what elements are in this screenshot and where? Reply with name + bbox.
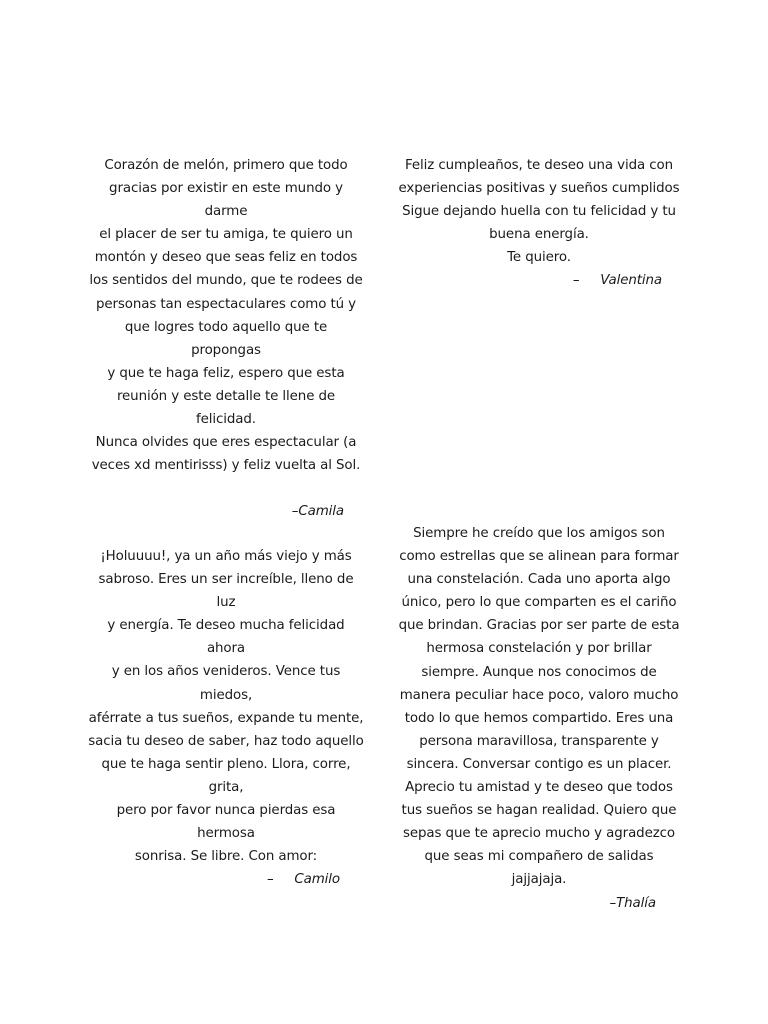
message-line: Nunca olvides que eres espectacular (a [95,435,357,451]
message-text [398,154,680,269]
signature-thalia: –Thalía [609,895,656,911]
message-line: que seas mi compañero de salidas [424,849,654,865]
message-line: Sigue dejando huella con tu felicidad y tu [402,204,676,220]
message-line: Corazón de melón, primero que todo [104,158,348,173]
message-line: todo lo que hemos compartido. Eres una [404,710,674,726]
message-line: experiencias positivas y sueños cumplidos [398,181,680,197]
message-line: gracias por existir en este mundo y darme [109,181,343,220]
message-card-camilo [88,545,364,891]
message-line: personas tan espectaculares como tú y [95,296,357,312]
message-line: sabroso. Eres un ser increíble, lleno de luz [98,572,354,611]
message-line: y que te haga feliz, espero que esta [107,365,345,381]
message-line: tus sueños se hagan realidad. Quiero que [401,803,677,819]
message-line: veces xd mentirisss) y feliz vuelta al Sol. [91,458,361,474]
message-text [88,154,364,477]
message-line: jajjajaja. [511,872,567,888]
message-line: manera peculiar hace poco, valoro mucho [399,687,679,703]
message-line: que logres todo aquello que te propongas [124,319,328,358]
message-line: el placer de ser tu amiga, te quiero un [99,227,353,243]
message-line: pero por favor nunca pierdas esa hermosa [116,803,336,842]
signature-camilo: – Camilo [266,872,340,888]
message-line: reunión y este detalle te llene de felicidad. [116,388,336,428]
signature-valentina: – Valentina [572,273,662,289]
message-card-thalia [398,522,680,915]
message-line: único, pero lo que comparten es el cariño [401,595,677,611]
message-line: sepas que te aprecio mucho y agradezco [402,826,676,842]
message-line: Siempre he creído que los amigos son [413,526,665,541]
message-line: aférrate a tus sueños, expande tu mente, [88,710,364,726]
message-line: Aprecio tu amistad y te deseo que todos [405,780,673,796]
message-line: como estrellas que se alinean para formar [399,549,679,565]
message-line: una constelación. Cada uno aporta algo [407,572,671,588]
signature-camila: –Camila [291,504,344,520]
message-line: los sentidos del mundo, que te rodees de [89,273,363,289]
message-line: ¡Holuuuu!, ya un año más viejo y más [100,549,352,564]
message-line: Te quiero. [507,250,571,266]
message-line: y energía. Te deseo mucha felicidad ahora [107,618,345,657]
message-text [88,545,364,868]
message-text [398,522,680,892]
message-line: sonrisa. Se libre. Con amor: [134,849,318,865]
message-line: siempre. Aunque nos conocimos de [421,664,657,680]
message-line: que brindan. Gracias por ser parte de esta [398,618,680,634]
message-card-camila [88,154,364,523]
message-line: montón y deseo que seas feliz en todos [94,250,358,266]
message-line: Feliz cumpleaños, te deseo una vida con [405,158,673,173]
message-line: hermosa constelación y por brillar [426,641,652,657]
message-card-valentina [398,154,680,293]
message-line: y en los años venideros. Vence tus miedos, [111,664,341,703]
message-line: persona maravillosa, transparente y [419,733,659,749]
message-line: buena energía. [489,227,589,243]
message-line: sincera. Conversar contigo es un placer. [406,756,672,772]
message-line: que te haga sentir pleno. Llora, corre, grita, [101,756,351,795]
message-line: sacia tu deseo de saber, haz todo aquello [88,733,364,749]
